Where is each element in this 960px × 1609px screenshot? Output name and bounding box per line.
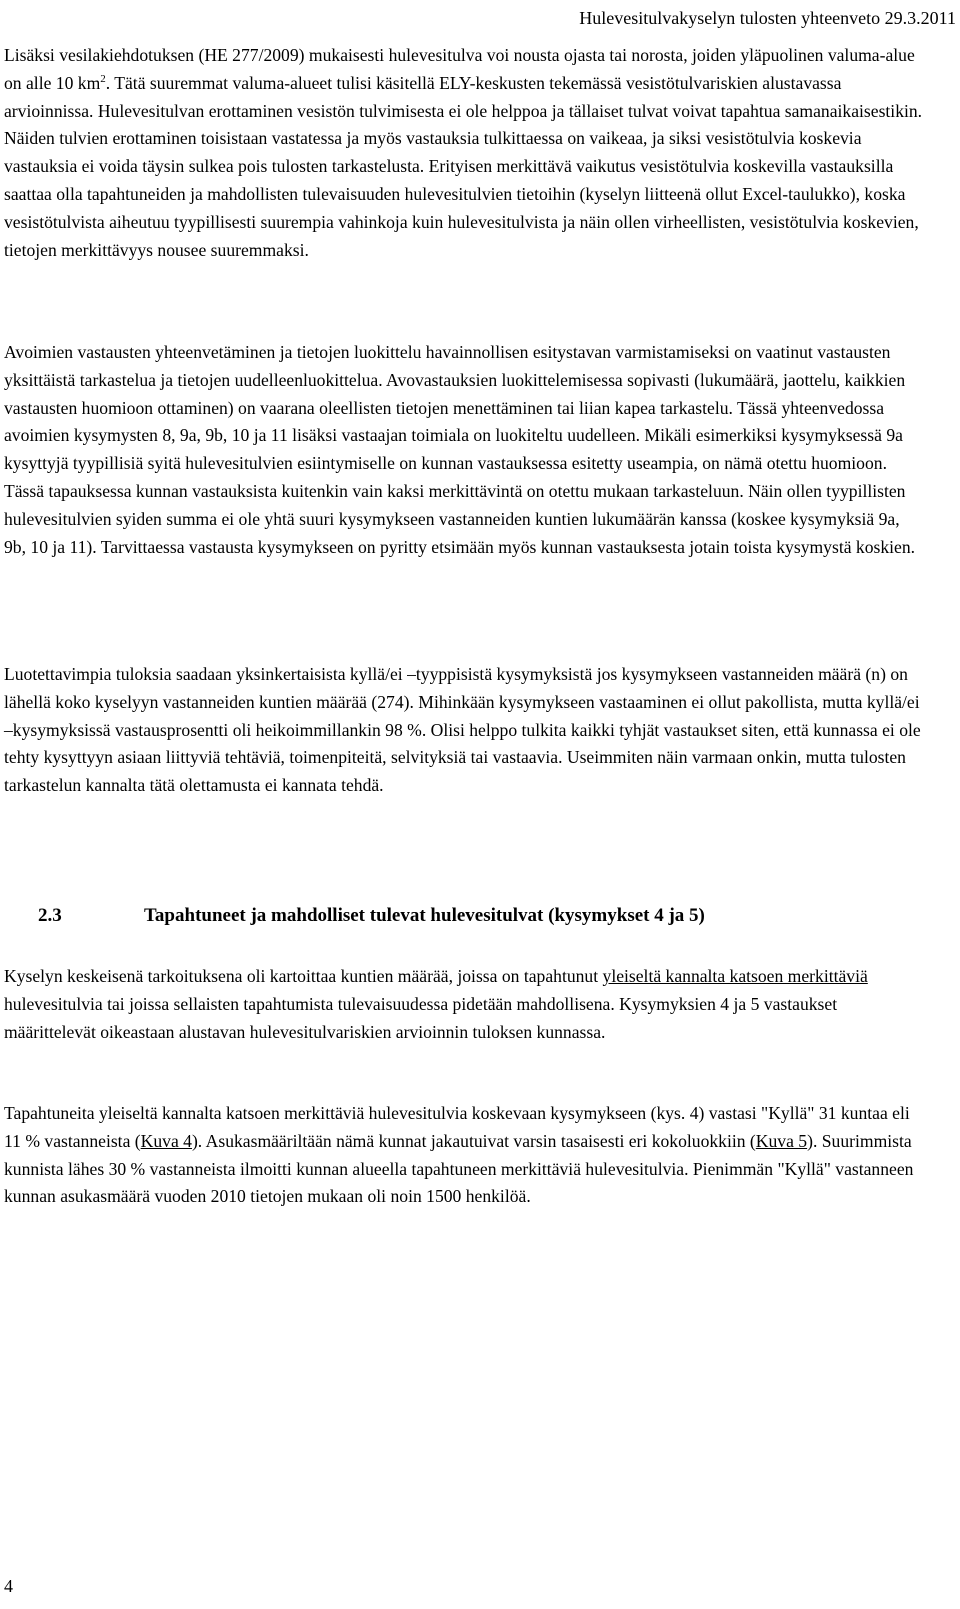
paragraph-text: ). Suurimmista kunnista lähes 30 % vastanneista ilmoitti kunnan alueella tapahtuneen merkittäviä hulevesitulvia. Pienimmän "Kyllä" vastanneen kunnan asukasmäärä vuoden 2010 tietojen mukaan oli noin 1500 henkilöä.: [4, 1130, 914, 1207]
paragraph-text: . Tätä suuremmat valuma-alueet tulisi käsitellä ELY-keskusten tekemässä vesistötulvariskien alustavassa arvioinnissa. Hulevesitulvan erottaminen vesistön tulvimisesta ei ole helppoa ja tällaiset tulvat voivat tapahtua samanaikaisestikin. Näiden tulvien erottaminen toisistaan vastatessa ja myös vastauksia tulkittaessa on vaikeaa, ja siksi vesistötulvia koskevia vastauksia ei voida täysin sulkea pois tulosten tarkastelusta. Erityisen merkittävä vaikutus vesistötulvia koskevilla vastauksilla saattaa olla tapahtuneiden ja mahdollisten tulevaisuuden hulevesitulvien tietoihin (kyselyn liitteenä ollut Excel-taulukko), koska vesistötulvista aiheutuu tyypillisesti suurempia vahinkoja kuin hulevesitulvista ja näin ollen virheellisten, vesistötulvia koskevien, tietojen merkittävyys nousee suuremmaksi.: [4, 72, 923, 260]
paragraph-text: Tapahtuneita yleiseltä kannalta katsoen merkittäviä hulevesitulvia koskevaan kysymykseen (kys. 4) vastasi "Kyllä" 31 kuntaa eli 11 % vastanneista (: [4, 1103, 910, 1151]
underlined-phrase: yleiseltä kannalta katsoen merkittäviä: [602, 966, 868, 986]
paragraph-text: hulevesitulvia tai joissa sellaisten tapahtumista tulevaisuudessa pidetään mahdollisena. Kysymyksien 4 ja 5 vastaukset määrittelevät oikeastaan alustavan hulevesitulvariskien arvioinnin tuloksen kunnassa.: [4, 993, 838, 1042]
paragraph-text: Luotettavimpia tuloksia saadaan yksinkertaisista kyllä/ei –tyyppisistä kysymyksistä jos kysymykseen vastanneiden määrä (n) on lähellä koko kyselyyn vastanneiden kuntien määrää (274). Mihinkään kysymykseen vastaaminen ei ollut pakollista, mutta kyllä/ei –kysymyksissä vastausprosentti oli heikoimmillankin 98 %. Olisi helppo tulkita kaikki tyhjät vastaukset siten, että kunnassa ei ole tehty kysyttyyn asiaan liittyviä tehtäviä, toimenpiteitä, selvityksiä tai vastaavia. Useimmiten näin varmaan onkin, mutta tulosten tarkastelun kannalta tätä olettamusta ei kannata tehdä.: [4, 664, 921, 796]
paragraph-occurred-floods: [4, 1100, 924, 1211]
superscript: 2: [100, 72, 106, 85]
page-number: 4: [4, 1576, 13, 1596]
figure-link-kuva-4[interactable]: Kuva 4: [140, 1130, 192, 1151]
running-header: Hulevesitulvakyselyn tulosten yhteenveto 29.3.2011: [579, 8, 956, 28]
paragraph-open-answers: [4, 339, 924, 561]
paragraph-text: ). Asukasmääriltään nämä kunnat jakautuivat varsin tasaisesti eri kokoluokkiin (: [191, 1130, 756, 1151]
paragraph-survey-purpose: [4, 963, 924, 1046]
paragraph-flood-distinction: [4, 42, 924, 264]
figure-link-kuva-5[interactable]: Kuva 5: [755, 1130, 808, 1151]
section-number: 2.3: [38, 905, 62, 926]
paragraph-text: Lisäksi vesilakiehdotuksen (HE 277/2009) mukaisesti hulevesitulva voi nousta ojasta tai norosta, joiden yläpuolinen valuma-alue on alle 10 km: [4, 45, 915, 93]
paragraph-text: Kyselyn keskeisenä tarkoituksena oli kartoittaa kuntien määrää, joissa on tapahtunut: [4, 966, 603, 986]
section-title: Tapahtuneet ja mahdolliset tulevat hulevesitulvat (kysymykset 4 ja 5): [144, 905, 705, 926]
paragraph-text: Avoimien vastausten yhteenvetäminen ja tietojen luokittelu havainnollisen esitystavan varmistamiseksi on vaatinut vastausten yksittäistä tarkastelua ja tietojen uudelleenluokittelua. Avovastauksien luokittelemisessa sopivasti (lukumäärä, jaottelu, kaikkien vastausten huomioon ottaminen) on vaarana oleellisten tietojen menettäminen tai liian kapea tarkastelu. Tässä yhteenvedossa avoimien kysymysten 8, 9a, 9b, 10 ja 11 lisäksi vastaajan toimiala on luokiteltu uudelleen. Mikäli esimerkiksi kysymyksessä 9a kysyttyjä tyypillisiä syitä hulevesitulvien esiintymiselle on kunnan vastauksessa esitetty useampia, on nämä otettu huomioon. Tässä tapauksessa kunnan vastauksista kuitenkin vain kaksi merkittävintä on otettu mukaan tarkasteluun. Näin ollen tyypillisten hulevesitulvien syiden summa ei ole yhtä suuri kysymykseen vastanneiden kuntien lukumäärän kanssa (koskee kysymyksiä 9a, 9b, 10 ja 11). Tarvittaessa vastausta kysymykseen on pyritty etsimään myös kunnan vastauksesta jotain toista kysymystä koskien.: [4, 342, 916, 557]
section-heading: [4, 902, 924, 930]
paragraph-reliable-results: [4, 661, 924, 800]
